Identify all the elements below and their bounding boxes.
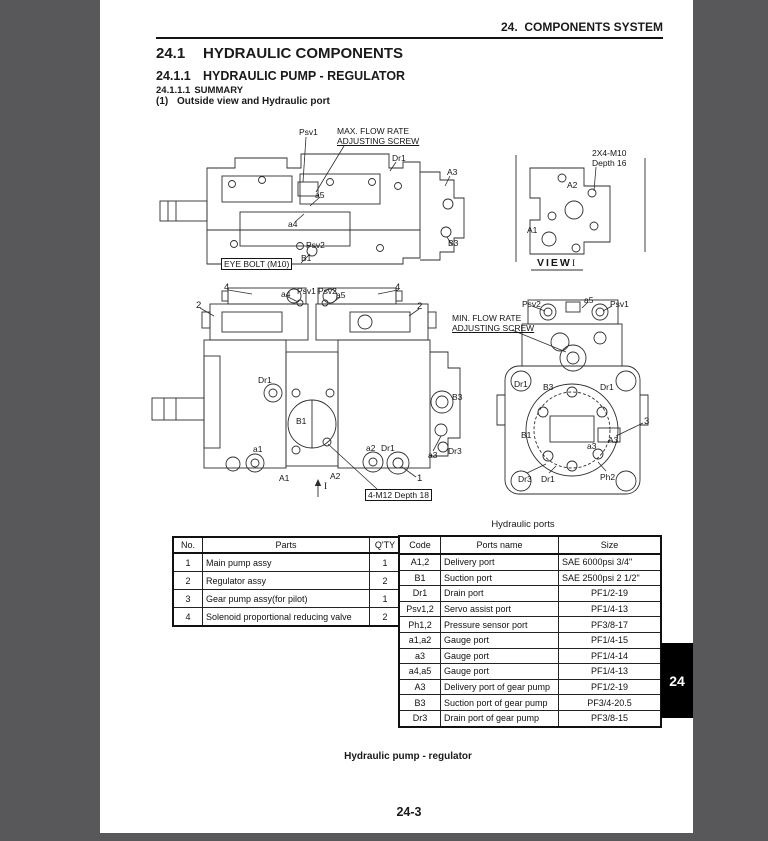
part-name: Regulator assy xyxy=(203,572,370,590)
port-size: PF1/2-19 xyxy=(559,586,662,602)
section-number: 24.1 xyxy=(156,45,186,62)
table-row xyxy=(399,586,661,602)
col-ports-name: Ports name xyxy=(441,536,559,554)
diagram-label: A2 xyxy=(330,471,341,481)
port-code: a4,a5 xyxy=(399,664,441,680)
diagram-label: Dr3 xyxy=(448,446,462,456)
diagram-label: Dr1 xyxy=(381,443,395,453)
diagram-label: a3 xyxy=(428,450,438,460)
diagram-label: B3 xyxy=(543,382,554,392)
diagram-label: Depth 16 xyxy=(592,158,627,168)
diagram-label: a5 xyxy=(336,290,346,300)
diagram-label: I xyxy=(324,482,328,492)
diagram-label: a4 xyxy=(281,289,291,299)
port-name: Gauge port xyxy=(441,632,559,648)
diagram-label: 2 xyxy=(196,300,202,311)
port-name: Gauge port xyxy=(441,648,559,664)
diagram-label: a4 xyxy=(288,219,298,229)
diagram-label: Psv2 xyxy=(318,286,337,296)
diagram-label: Psv2 xyxy=(306,240,325,250)
port-size: SAE 6000psi 3/4" xyxy=(559,554,662,570)
page-number: 24-3 xyxy=(396,805,422,819)
col-code: Code xyxy=(399,536,441,554)
diagram-label: Dr1 xyxy=(541,474,555,484)
diagram-label: ADJUSTING SCREW xyxy=(337,136,420,146)
list-item-number: (1) xyxy=(156,96,169,107)
running-header: 24. COMPONENTS SYSTEM xyxy=(500,20,663,34)
part-qty: 2 xyxy=(370,572,402,590)
table-row xyxy=(173,608,401,627)
diagram-label: Psv2 xyxy=(522,299,541,309)
port-size: SAE 2500psi 2 1/2" xyxy=(559,570,662,586)
port-code: A3 xyxy=(399,679,441,695)
part-qty: 1 xyxy=(370,553,402,572)
diagram-label: a5 xyxy=(315,190,325,200)
part-name: Main pump assy xyxy=(203,553,370,572)
port-code: a3 xyxy=(399,648,441,664)
diagram-label: 2 xyxy=(417,301,423,312)
diagram-view-i xyxy=(516,155,645,270)
part-no: 1 xyxy=(173,553,203,572)
diagram-label: a5 xyxy=(584,295,594,305)
diagram-label: 2X4-M10 xyxy=(592,148,627,158)
port-size: PF3/8-15 xyxy=(559,710,662,726)
list-item-title: Outside view and Hydraulic port xyxy=(177,96,330,107)
table-row xyxy=(173,572,401,590)
port-name: Servo assist port xyxy=(441,601,559,617)
table-row xyxy=(399,679,661,695)
port-size: PF1/2-19 xyxy=(559,679,662,695)
port-size: PF1/4-13 xyxy=(559,664,662,680)
subsubsection-number: 24.1.1.1 xyxy=(156,85,191,96)
parts-table xyxy=(172,536,402,627)
port-size: PF1/4-13 xyxy=(559,601,662,617)
table-row xyxy=(173,553,401,572)
diagram-label: A1 xyxy=(279,473,290,483)
port-size: PF3/4-20.5 xyxy=(559,695,662,711)
diagram-label: 4 xyxy=(224,282,230,293)
diagram-label: A2 xyxy=(567,180,578,190)
col-parts: Parts xyxy=(203,537,370,553)
port-size: PF1/4-14 xyxy=(559,648,662,664)
port-code: Dr1 xyxy=(399,586,441,602)
diagram-label: 3 xyxy=(644,416,650,427)
diagram-label: Dr3 xyxy=(518,474,532,484)
port-code: Ph1,2 xyxy=(399,617,441,633)
diagram-front-view xyxy=(152,288,463,497)
port-size: PF3/8-17 xyxy=(559,617,662,633)
port-name: Drain port of gear pump xyxy=(441,710,559,726)
part-qty: 2 xyxy=(370,608,402,627)
diagram-label: A3 xyxy=(608,435,619,445)
diagram-label: B3 xyxy=(448,238,459,248)
table-row xyxy=(173,590,401,608)
diagram-label: 4-M12 Depth 18 xyxy=(365,489,432,501)
port-code: A1,2 xyxy=(399,554,441,570)
subsection-title: HYDRAULIC PUMP - REGULATOR xyxy=(203,69,406,83)
ports-table-header-row xyxy=(399,536,661,554)
part-qty: 1 xyxy=(370,590,402,608)
chapter-side-tab: 24 xyxy=(661,643,693,718)
subsection-number: 24.1.1 xyxy=(156,69,191,83)
diagram-label: Psv1 xyxy=(610,299,629,309)
diagram-label: Dr1 xyxy=(258,375,272,385)
part-no: 4 xyxy=(173,608,203,627)
diagram-label: ADJUSTING SCREW xyxy=(452,323,535,333)
diagram-label: Dr1 xyxy=(514,379,528,389)
port-name: Delivery port of gear pump xyxy=(441,679,559,695)
parts-table-header-row xyxy=(173,537,401,553)
table-row xyxy=(399,570,661,586)
port-name: Delivery port xyxy=(441,554,559,570)
diagram-label: VIEW xyxy=(537,257,572,269)
port-name: Drain port xyxy=(441,586,559,602)
table-row xyxy=(399,554,661,570)
table-row xyxy=(399,601,661,617)
diagram-label: Ph2 xyxy=(600,472,616,482)
col-size: Size xyxy=(559,536,662,554)
diagram-label: B3 xyxy=(452,392,463,402)
port-code: Psv1,2 xyxy=(399,601,441,617)
table-row xyxy=(399,632,661,648)
diagram-label: B1 xyxy=(296,416,307,426)
port-code: B1 xyxy=(399,570,441,586)
section-title: HYDRAULIC COMPONENTS xyxy=(203,45,404,62)
ports-table-title: Hydraulic ports xyxy=(491,519,555,530)
diagram-label: Dr1 xyxy=(600,382,614,392)
figure-caption: Hydraulic pump - regulator xyxy=(344,751,472,762)
diagram-label: A3 xyxy=(447,167,458,177)
diagram-label: Psv1 xyxy=(299,127,318,137)
diagram-label: EYE BOLT (M10) xyxy=(221,258,292,270)
part-no: 2 xyxy=(173,572,203,590)
diagram-label: A1 xyxy=(527,225,538,235)
diagram-label: MAX. FLOW RATE xyxy=(337,126,410,136)
subsubsection-title: SUMMARY xyxy=(194,85,244,96)
col-no: No. xyxy=(173,537,203,553)
table-row xyxy=(399,617,661,633)
diagram-label: I xyxy=(572,259,576,269)
table-row xyxy=(399,664,661,680)
port-name: Suction port xyxy=(441,570,559,586)
diagram-label: 1 xyxy=(417,473,423,484)
table-row xyxy=(399,648,661,664)
diagram-label: 4 xyxy=(395,282,401,293)
port-name: Pressure sensor port xyxy=(441,617,559,633)
diagram-label: Dr1 xyxy=(392,153,406,163)
diagram-label: B1 xyxy=(301,253,312,263)
table-row xyxy=(399,695,661,711)
diagram-label: a3 xyxy=(587,441,597,451)
port-name: Suction port of gear pump xyxy=(441,695,559,711)
col-qty: Q'TY xyxy=(370,537,402,553)
part-no: 3 xyxy=(173,590,203,608)
diagram-label: a1 xyxy=(253,444,263,454)
part-name: Gear pump assy(for pilot) xyxy=(203,590,370,608)
port-code: B3 xyxy=(399,695,441,711)
diagram-label: MIN. FLOW RATE xyxy=(452,313,522,323)
diagram-label: Psv1 xyxy=(297,286,316,296)
port-code: Dr3 xyxy=(399,710,441,726)
diagram-label: a2 xyxy=(366,443,376,453)
ports-table xyxy=(398,535,662,728)
port-size: PF1/4-15 xyxy=(559,632,662,648)
part-name: Solenoid proportional reducing valve xyxy=(203,608,370,627)
port-code: a1,a2 xyxy=(399,632,441,648)
table-row xyxy=(399,710,661,726)
diagram-label: B1 xyxy=(521,430,532,440)
port-name: Gauge port xyxy=(441,664,559,680)
